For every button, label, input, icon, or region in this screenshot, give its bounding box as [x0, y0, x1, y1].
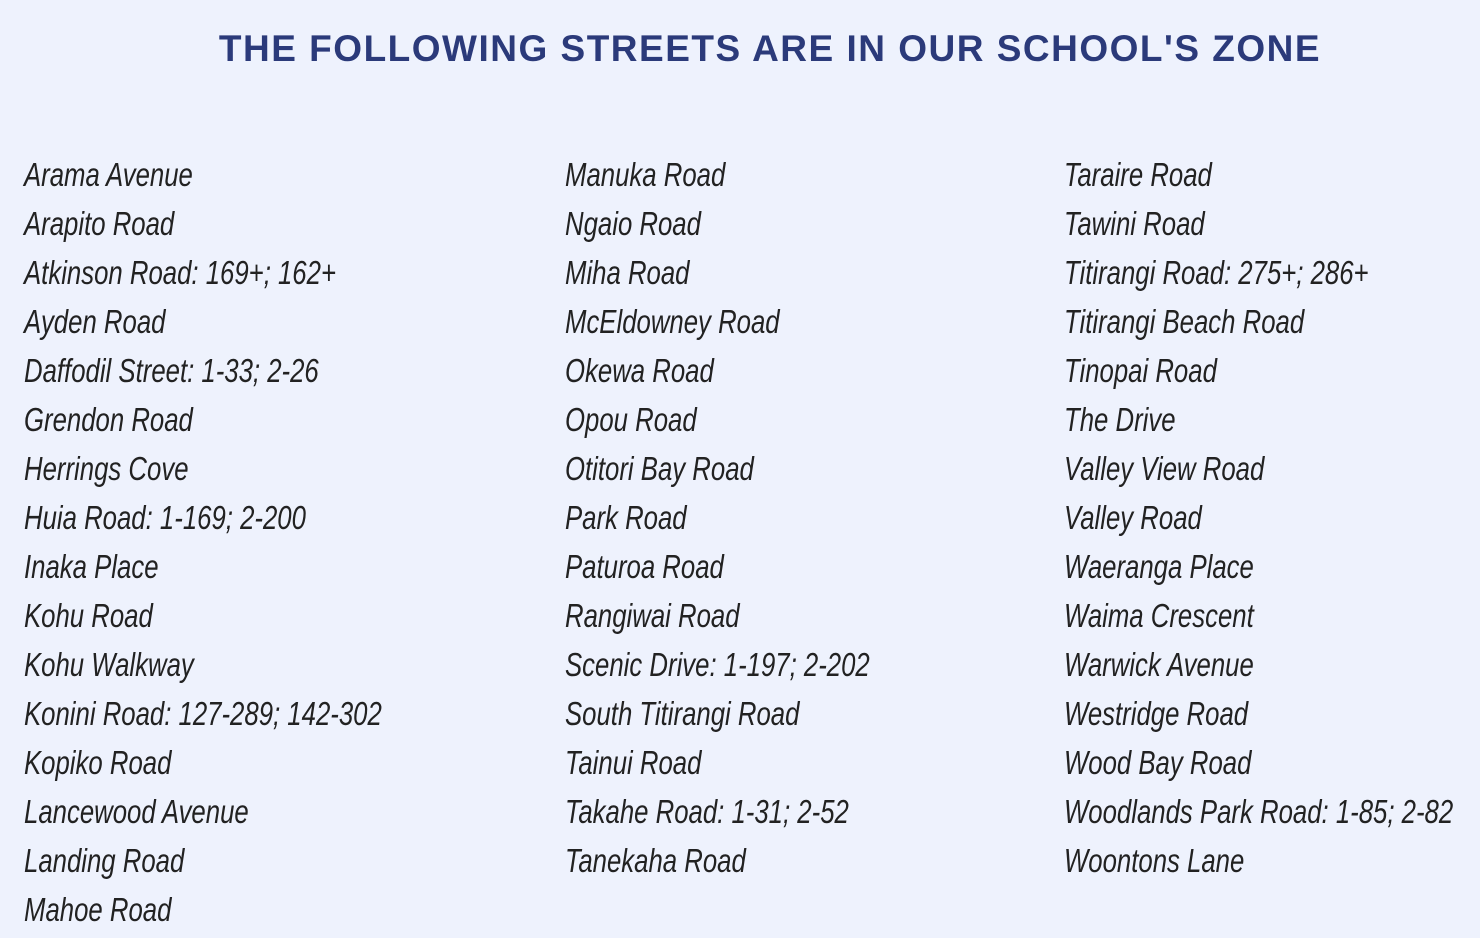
- street-list-item: Waeranga Place: [1064, 548, 1254, 585]
- street-list-item: Waima Crescent: [1064, 597, 1254, 634]
- street-list-item: Landing Road: [24, 842, 185, 879]
- street-list-item: Titirangi Beach Road: [1064, 303, 1305, 340]
- page-title: THE FOLLOWING STREETS ARE IN OUR SCHOOL'S ZONE: [218, 28, 1322, 69]
- street-list-item: Tawini Road: [1064, 205, 1205, 242]
- street-list-item: Titirangi Road: 275+; 286+: [1064, 254, 1369, 291]
- street-list-item: Warwick Avenue: [1064, 646, 1254, 683]
- street-list-item: Taraire Road: [1064, 156, 1212, 193]
- street-list-item: Ayden Road: [24, 303, 166, 340]
- street-list-item: South Titirangi Road: [565, 695, 800, 732]
- street-list-item: Kopiko Road: [24, 744, 172, 781]
- street-list-item: Herrings Cove: [24, 450, 189, 487]
- street-list-item: Tinopai Road: [1064, 352, 1217, 389]
- street-list-item: Ngaio Road: [565, 205, 701, 242]
- street-list-item: Daffodil Street: 1-33; 2-26: [24, 352, 319, 389]
- street-list-item: Tanekaha Road: [565, 842, 746, 879]
- street-list-item: Inaka Place: [24, 548, 159, 585]
- street-list-item: Lancewood Avenue: [24, 793, 249, 830]
- street-list-item: Kohu Road: [24, 597, 153, 634]
- street-list-item: Opou Road: [565, 401, 697, 438]
- street-list-item: Arama Avenue: [24, 156, 193, 193]
- street-list-item: Scenic Drive: 1-197; 2-202: [565, 646, 870, 683]
- street-list-item: Miha Road: [565, 254, 690, 291]
- street-list-item: Westridge Road: [1064, 695, 1249, 732]
- street-column-2: [565, 153, 956, 888]
- street-column-3: [1064, 153, 1480, 888]
- street-list-item: Huia Road: 1-169; 2-200: [24, 499, 306, 536]
- street-list-item: Takahe Road: 1-31; 2-52: [565, 793, 849, 830]
- street-list-item: Grendon Road: [24, 401, 193, 438]
- street-list-item: Rangiwai Road: [565, 597, 740, 634]
- street-list-item: Park Road: [565, 499, 687, 536]
- street-list-item: Otitori Bay Road: [565, 450, 754, 487]
- street-list-item: Tainui Road: [565, 744, 702, 781]
- street-list-item: Manuka Road: [565, 156, 726, 193]
- street-list-item: Kohu Walkway: [24, 646, 194, 683]
- street-list-item: Konini Road: 127-289; 142-302: [24, 695, 382, 732]
- street-list-item: Woodlands Park Road: 1-85; 2-82: [1064, 793, 1454, 830]
- street-list-item: Arapito Road: [24, 205, 175, 242]
- street-list-item: Wood Bay Road: [1064, 744, 1252, 781]
- street-list-item: Paturoa Road: [565, 548, 724, 585]
- street-list-item: Woontons Lane: [1064, 842, 1245, 879]
- street-list-item: Okewa Road: [565, 352, 714, 389]
- street-list-item: Mahoe Road: [24, 891, 172, 928]
- street-list-item: Valley Road: [1064, 499, 1202, 536]
- street-list-item: Valley View Road: [1064, 450, 1265, 487]
- street-column-1: [24, 153, 483, 937]
- street-list-item: McEldowney Road: [565, 303, 780, 340]
- street-list-item: Atkinson Road: 169+; 162+: [24, 254, 336, 291]
- street-list-item: The Drive: [1064, 401, 1176, 438]
